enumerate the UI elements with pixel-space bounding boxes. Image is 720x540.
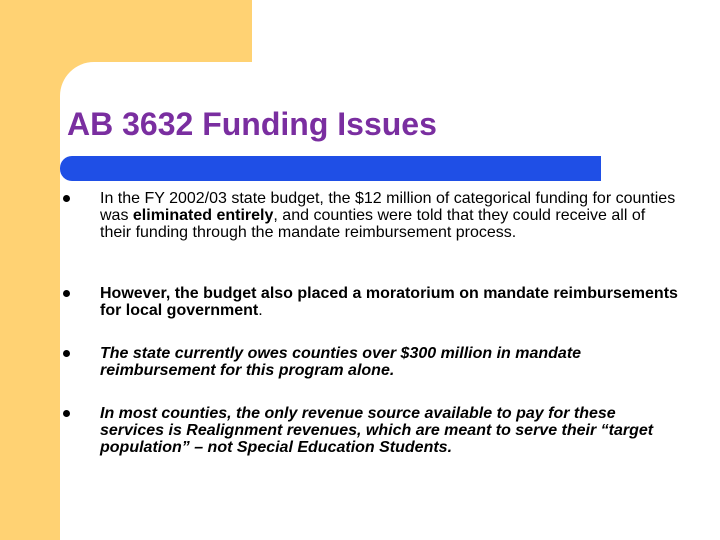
bullet-text <box>100 190 680 241</box>
bullet-list <box>60 0 720 540</box>
slide-title: AB 3632 Funding Issues <box>67 106 437 142</box>
bullet-dot-icon <box>63 410 70 417</box>
bullet-text-part: , and counties were told that they could receive all of their funding through the mandate reimbursement process. <box>100 207 646 241</box>
bullet-emphasis: eliminated entirely <box>132 207 274 224</box>
bullet-text <box>100 285 680 319</box>
bullet-text-part: In the FY 2002/03 state budget, the $12 million of categorical funding for counties was <box>100 190 676 224</box>
bullet-text-tail: . <box>258 302 263 319</box>
bullet-dot-icon <box>63 290 70 297</box>
bullet-text: The state currently owes counties over $300 million in mandate reimbursement for this program alone. <box>100 345 582 379</box>
bullet-text: In most counties, the only revenue source available to pay for these services is Realignment revenues, which are meant to serve their “target population” – not Special Education Students. <box>100 405 654 456</box>
bullet-dot-icon <box>63 195 70 202</box>
bullet-bold-text: However, the budget also placed a moratorium on mandate reimbursements for local government <box>100 285 678 319</box>
bullet-dot-icon <box>63 350 70 357</box>
